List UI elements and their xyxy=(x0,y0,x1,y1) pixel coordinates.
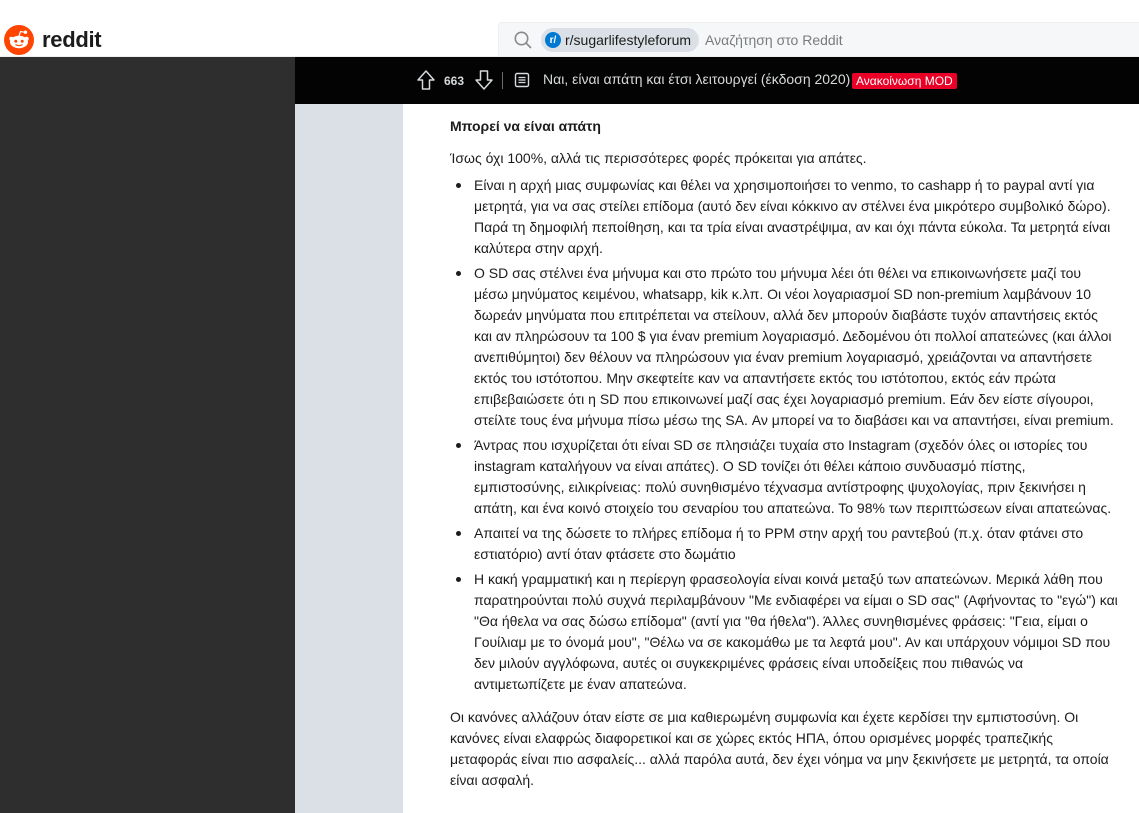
search-input[interactable]: Αναζήτηση στο Reddit xyxy=(705,32,843,48)
intro-paragraph: Ίσως όχι 100%, αλλά τις περισσότερες φορές πρόκειται για απάτες. xyxy=(450,150,867,166)
subreddit-icon: r/ xyxy=(545,32,561,48)
left-overlay-panel xyxy=(0,57,295,813)
scam-signs-list xyxy=(450,175,1118,695)
list-item: Ο SD σας στέλνει ένα μήνυμα και στο πρώτο του μήνυμα λέει ότι θέλει να επικοινωνήσετε μαζί του μέσω μηνύματος κειμένου, whatsapp, kik κ.λπ. Οι νέοι λογαριασμοί SD non-premium λαμβάνουν 10 δωρεάν μηνύματα που επιτρέπεται να στείλουν, αλλά δεν μπορούν διαβάστε τυχόν απαντήσεις εκτός και αν πληρώσουν τα 100 $ για έναν premium λογαριασμό. Δεδομένου ότι πολλοί απατεώνες (και άλλοι ανεπιθύμητοι) δεν θέλουν να πληρώσουν για έναν premium λογαριασμό, χρειάζονται να απαντήσετε εκτός του ιστότοπου. Μην σκεφτείτε καν να απαντήσετε εκτός του ιστότοπου, εκτός εάν πρώτα επιβεβαιώσετε ότι η SD που επικοινωνεί μαζί σας έχει λογαριασμό premium. Εάν δεν είστε σίγουροι, στείλτε τους ένα μήνυμα πίσω μέσω της SA. Αν μπορεί να το διαβάσει και να απαντήσει, είναι premium. xyxy=(450,263,1118,431)
list-item: Η κακή γραμματική και η περίεργη φρασεολογία είναι κοινά μεταξύ των απατεώνων. Μερικά λάθη που παρατηρούνται πολύ συχνά περιλαμβάνουν "Με ενδιαφέρει να είμαι ο SD σας" (Αφήνοντας το "εγώ") και "Θα ήθελα να σας δώσω επίδομα" (αντί για "θα ήθελα"). Άλλες συνηθισμένες φράσεις: "Γεια, είμαι ο Γουίλιαμ με το όνομά μου", "Θέλω να σε κακομάθω με τα λεφτά μου". Αν και υπάρχουν νόμιμοι SD που δεν μιλούν αγγλόφωνα, αυτές οι συγκεκριμένες φράσεις είναι υποδείξεις που πιθανώς να αντιμετωπίζετε με έναν απατεώνα. xyxy=(450,569,1118,695)
post-title-bar xyxy=(295,57,1139,104)
left-gutter xyxy=(295,104,403,813)
search-icon xyxy=(513,30,533,50)
closing-paragraph: Οι κανόνες αλλάζουν όταν είστε σε μια καθιερωμένη συμφωνία και έχετε κερδίσει την εμπιστοσύνη. Οι κανόνες είναι ελαφρώς διαφορετικοί και σε χώρες εκτός ΗΠΑ, όπου ορισμένες μορφές τραπεζικής μεταφοράς είναι πιο ασφαλείς... αλλά παρόλα αυτά, δεν έχει νόημα να μην ξεκινήσετε με μετρητά, τα οποία είναι ασφαλή. xyxy=(450,709,1109,788)
vote-score: 663 xyxy=(444,74,465,88)
reddit-snoo-icon xyxy=(4,25,34,55)
list-item: Απαιτεί να της δώσετε το πλήρες επίδομα ή το PPM στην αρχή του ραντεβού (π.χ. όταν φτάνει στο εστιατόριο) αντί όταν φτάσετε στο δωμάτιο xyxy=(450,523,1118,565)
post-body xyxy=(450,116,1118,791)
mod-announcement-flair[interactable]: Ανακοίνωση MOD xyxy=(852,73,957,89)
post-content-area xyxy=(403,104,1139,813)
top-header xyxy=(0,0,1139,57)
community-filter-chip[interactable] xyxy=(541,28,699,52)
upvote-icon[interactable] xyxy=(416,69,436,91)
community-chip-label: r/sugarlifestyleforum xyxy=(565,32,692,48)
reddit-wordmark: reddit xyxy=(42,27,102,52)
downvote-icon[interactable] xyxy=(474,69,494,91)
divider xyxy=(502,72,503,89)
list-item: Είναι η αρχή μιας συμφωνίας και θέλει να χρησιμοποιήσει το venmo, το cashapp ή το paypal αντί για μετρητά, για να σας στείλει επίδομα (αυτό δεν είναι κόκκινο αν στέλνει ένα μικρότερο συμβολικό δώρο). Παρά τη δημοφιλή πεποίθηση, και τα τρία είναι αναστρέψιμα, αν και όχι πάντα εύκολα. Τα μετρητά είναι καλύτερα στην αρχή. xyxy=(450,175,1118,259)
list-item: Άντρας που ισχυρίζεται ότι είναι SD σε πλησιάζει τυχαία στο Instagram (σχεδόν όλες οι ιστορίες του instagram καταλήγουν να είναι απάτες). Ο SD τονίζει ότι θέλει κάποιο συνδυασμό πίστης, εμπιστοσύνης, ειλικρίνειας: πολύ συνηθισμένο τέχνασμα αντίστροφης ψυχολογίας, πριν ξεκινήσει η απάτη, και ένα κοινό στοιχείο του σεναρίου του απατεώνα. Το 98% των περιπτώσεων είναι απατεώνας. xyxy=(450,435,1118,519)
text-post-icon xyxy=(514,72,530,88)
section-heading: Μπορεί να είναι απάτη xyxy=(450,118,601,134)
reddit-logo-link[interactable] xyxy=(4,25,101,55)
search-bar[interactable] xyxy=(498,22,1139,58)
post-title[interactable]: Ναι, είναι απάτη και έτσι λειτουργεί (έκδοση 2020) xyxy=(543,71,851,87)
